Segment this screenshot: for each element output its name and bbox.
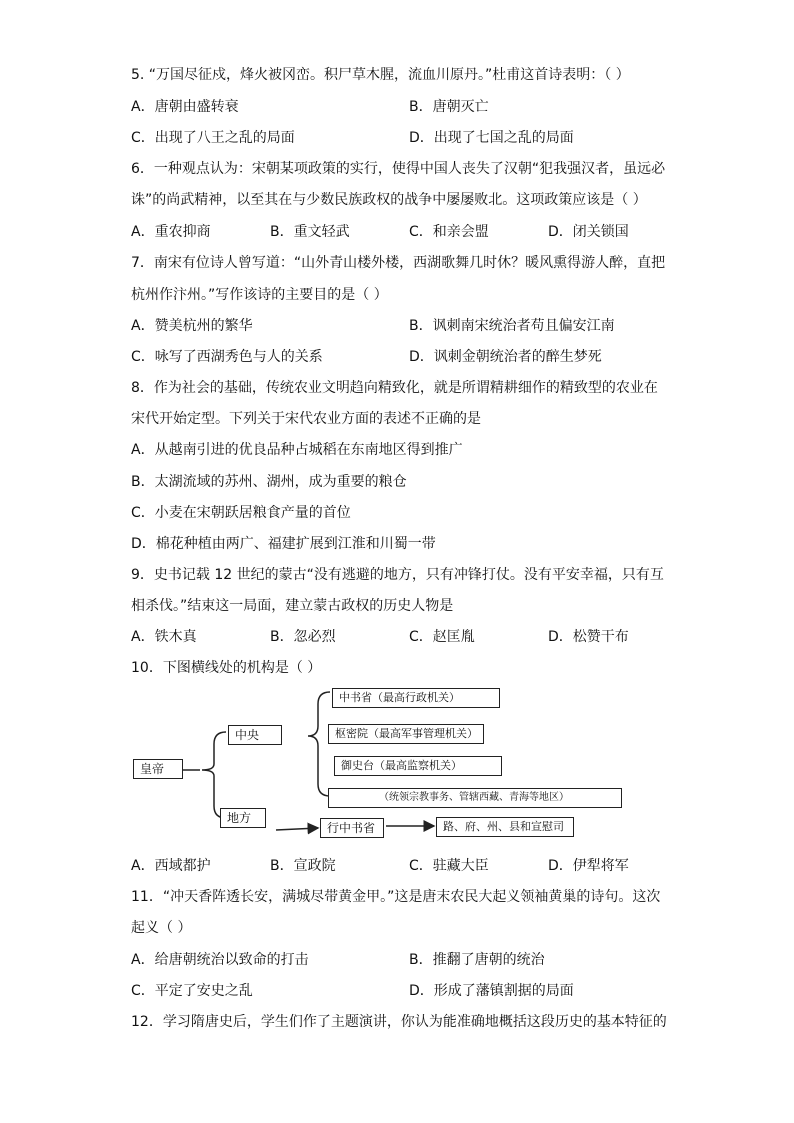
question-6-stem-line2: 诛”的尚武精神，以至其在与少数民族政权的战争中屡屡败北。这项政策应该是（ ） [131, 192, 647, 208]
question-6-option-d[interactable]: D．闭关锁国 [548, 224, 629, 240]
question-11-option-a[interactable]: A．给唐朝统治以致命的打击 [131, 952, 309, 968]
question-7-option-d[interactable]: D．讽刺金朝统治者的醉生梦死 [409, 349, 602, 365]
question-11-option-d[interactable]: D．形成了藩镇割据的局面 [409, 983, 574, 999]
question-9-stem-line2: 相杀伐。”结束这一局面，建立蒙古政权的历史人物是 [131, 598, 454, 614]
question-11-stem-line2: 起义（ ） [131, 920, 192, 936]
yuan-government-structure-diagram [130, 684, 600, 844]
question-7-stem-line2: 杭州作汴州。”写作该诗的主要目的是（ ） [131, 287, 388, 303]
question-9-option-a[interactable]: A．铁木真 [131, 629, 197, 645]
question-6-stem-line1: 6．一种观点认为：宋朝某项政策的实行，使得中国人丧失了汉朝“犯我强汉者，虽远必 [131, 161, 666, 177]
question-6-option-b[interactable]: B．重文轻武 [270, 224, 350, 240]
question-6-option-a[interactable]: A．重农抑商 [131, 224, 211, 240]
question-7-option-a[interactable]: A．赞美杭州的繁华 [131, 318, 253, 334]
xingzhongshu-box: 行中书省 [320, 818, 384, 838]
question-11-option-b[interactable]: B．推翻了唐朝的统治 [409, 952, 545, 968]
question-11-option-c[interactable]: C．平定了安史之乱 [131, 983, 253, 999]
shumi-box: 枢密院（最高军事管理机关） [328, 724, 484, 744]
question-10-option-d[interactable]: D．伊犁将军 [548, 858, 629, 874]
zhongshu-box: 中书省（最高行政机关） [332, 688, 500, 708]
local-box: 地方 [220, 808, 266, 828]
question-6-option-c[interactable]: C．和亲会盟 [409, 224, 489, 240]
question-9-option-b[interactable]: B．忽必烈 [270, 629, 336, 645]
question-9-option-c[interactable]: C．赵匡胤 [409, 629, 475, 645]
question-9-option-d[interactable]: D．松赞干布 [548, 629, 629, 645]
yushi-box: 御史台（最高监察机关） [334, 756, 502, 776]
question-8-stem-line1: 8．作为社会的基础，传统农业文明趋向精致化，就是所谓精耕细作的精致型的农业在 [131, 380, 658, 396]
question-8-stem-line2: 宋代开始定型。下列关于宋代农业方面的表述不正确的是 [131, 411, 481, 427]
question-8-option-d[interactable]: D．棉花种植由两广、福建扩展到江淮和川蜀一带 [131, 536, 436, 552]
central-box: 中央 [228, 725, 282, 745]
question-10-stem: 10．下图横线处的机构是（ ） [131, 660, 322, 676]
question-8-option-b[interactable]: B．太湖流域的苏州、湖州，成为重要的粮仓 [131, 474, 407, 490]
question-8-option-a[interactable]: A．从越南引进的优良品种占城稻在东南地区得到推广 [131, 442, 463, 458]
question-8-option-c[interactable]: C．小麦在宋朝跃居粮食产量的首位 [131, 505, 351, 521]
question-10-option-b[interactable]: B．宣政院 [270, 858, 336, 874]
question-5-option-a[interactable]: A．唐朝由盛转衰 [131, 99, 239, 115]
question-7-stem-line1: 7．南宋有位诗人曾写道：“山外青山楼外楼，西湖歌舞几时休？暖风熏得游人醉，直把 [131, 255, 666, 271]
blank-agency-box: （统领宗教事务、管辖西藏、青海等地区） [328, 788, 622, 808]
question-9-stem-line1: 9．史书记载 12 世纪的蒙古“没有逃避的地方，只有冲锋打仗。没有平安幸福，只有互 [131, 567, 664, 583]
question-10-option-c[interactable]: C．驻藏大臣 [409, 858, 489, 874]
question-10-option-a[interactable]: A．西域都护 [131, 858, 211, 874]
question-5-option-d[interactable]: D．出现了七国之乱的局面 [409, 130, 574, 146]
lower-units-box: 路、府、州、县和宣慰司 [436, 817, 574, 837]
question-7-option-b[interactable]: B．讽刺南宋统治者苟且偏安江南 [409, 318, 615, 334]
question-12-stem-line1: 12．学习隋唐史后，学生们作了主题演讲，你认为能准确地概括这段历史的基本特征的 [131, 1014, 667, 1030]
question-7-option-c[interactable]: C．咏写了西湖秀色与人的关系 [131, 349, 323, 365]
question-11-stem-line1: 11．“冲天香阵透长安，满城尽带黄金甲。”这是唐末农民大起义领袖黄巢的诗句。这次 [131, 889, 661, 905]
emperor-box: 皇帝 [133, 759, 183, 779]
question-5-stem: 5. “万国尽征戍，烽火被冈峦。积尸草木腥，流血川原丹。”杜甫这首诗表明：（ ） [131, 67, 630, 83]
question-5-option-b[interactable]: B．唐朝灭亡 [409, 99, 489, 115]
question-5-option-c[interactable]: C．出现了八王之乱的局面 [131, 130, 295, 146]
